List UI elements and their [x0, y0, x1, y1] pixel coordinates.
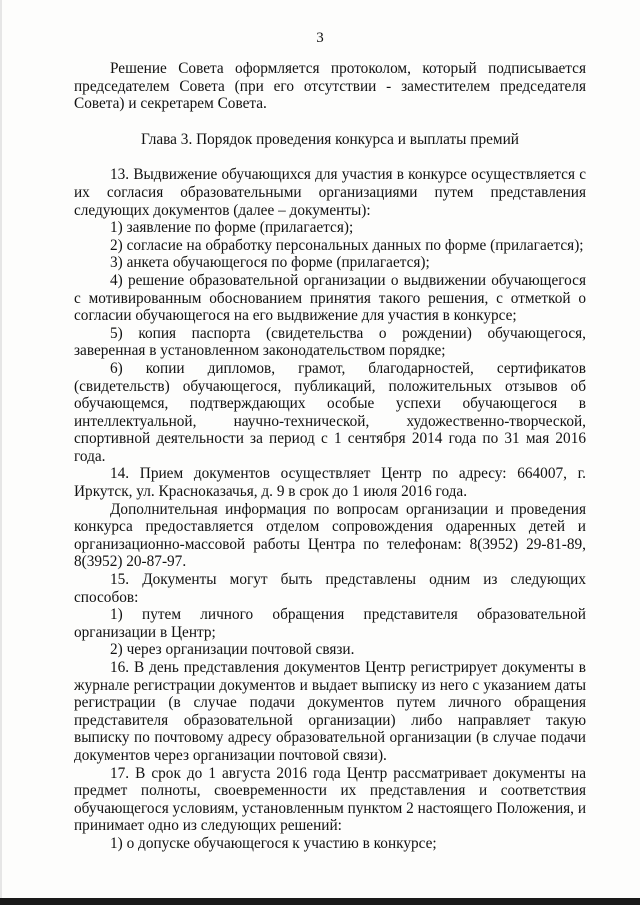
page-number: 3: [316, 30, 324, 46]
list-item-13-6: 6) копии дипломов, грамот, благодарностей, сертификатов (свидетельств) обучающегося, публикаций, положительных отзывов об обучающемся, подтверждающих особые успехи обучающегося в интеллектуальной, научно-технической, художественно-творческой, спортивной деятельности за период с 1 сентября 2014 года по 31 мая 2016 года.: [74, 359, 586, 465]
list-item-13-3: 3) анкета обучающегося по форме (прилагается);: [110, 254, 430, 272]
list-item-17-1: 1) о допуске обучающегося к участию в конкурсе;: [110, 834, 437, 852]
chapter-title: Глава 3. Порядок проведения конкурса и выплаты премий: [141, 130, 519, 148]
list-item-13-1: 1) заявление по форме (прилагается);: [110, 219, 354, 237]
document-body: [74, 60, 586, 853]
paragraph-13: 13. Выдвижение обучающихся для участия в конкурсе осуществляется с их согласия образовательными организациями путем представления следующих документов (далее – документы):: [74, 166, 586, 219]
list-item-13-4: 4) решение образовательной организации о выдвижении обучающегося с мотивированным обоснованием принятия такого решения, с отметкой о согласии обучающегося на его выдвижение для участия в конкурсе;: [74, 271, 586, 325]
paragraph-council-decision: Решение Совета оформляется протоколом, который подписывается председателем Совета (при его отсутствии - заместителем председателя Совета) и секретарем Совета.: [74, 60, 586, 113]
paragraph-14: 14. Прием документов осуществляет Центр по адресу: 664007, г. Иркутск, ул. Красноказачья, д. 9 в срок до 1 июля 2016 года.: [74, 465, 586, 501]
scan-bottom-border: [0, 898, 640, 905]
list-item-15-1: 1) путем личного обращения представителя образовательной организации в Центр;: [74, 606, 586, 641]
list-item-15-2: 2) через организации почтовой связи.: [110, 641, 355, 659]
list-item-13-2: 2) согласие на обработку персональных данных по форме (прилагается);: [110, 236, 584, 254]
paragraph-15: 15. Документы могут быть представлены одним из следующих способов:: [74, 571, 586, 606]
scan-edge: [0, 0, 2, 905]
paragraph-17: 17. В срок до 1 августа 2016 года Центр рассматривает документы на предмет полноты, своевременности их представления и соответствия обучающегося условиям, установленным пунктом 2 настоящего Положения, и принимает одно из следующих решений:: [74, 764, 587, 835]
paragraph-16: 16. В день представления документов Центр регистрирует документы в журнале регистрации документов и выдает выписку из него с указанием даты регистрации (в случае подачи документов путем личного обращения представителя образовательной организации) либо направляет такую выписку по почтовому адресу образовательной организации (в случае подачи документов через организации почтовой связи).: [74, 659, 586, 764]
paragraph-14-info: Дополнительная информация по вопросам организации и проведения конкурса предоставляется отделом сопровождения одаренных детей и организационно-массовой работы Центра по телефонам: 8(3952) 29-81-89, 8(3952) 20-87-97.: [74, 500, 586, 571]
list-item-13-5: 5) копия паспорта (свидетельства о рождении) обучающегося, заверенная в установленном законодательством порядке;: [74, 324, 586, 360]
